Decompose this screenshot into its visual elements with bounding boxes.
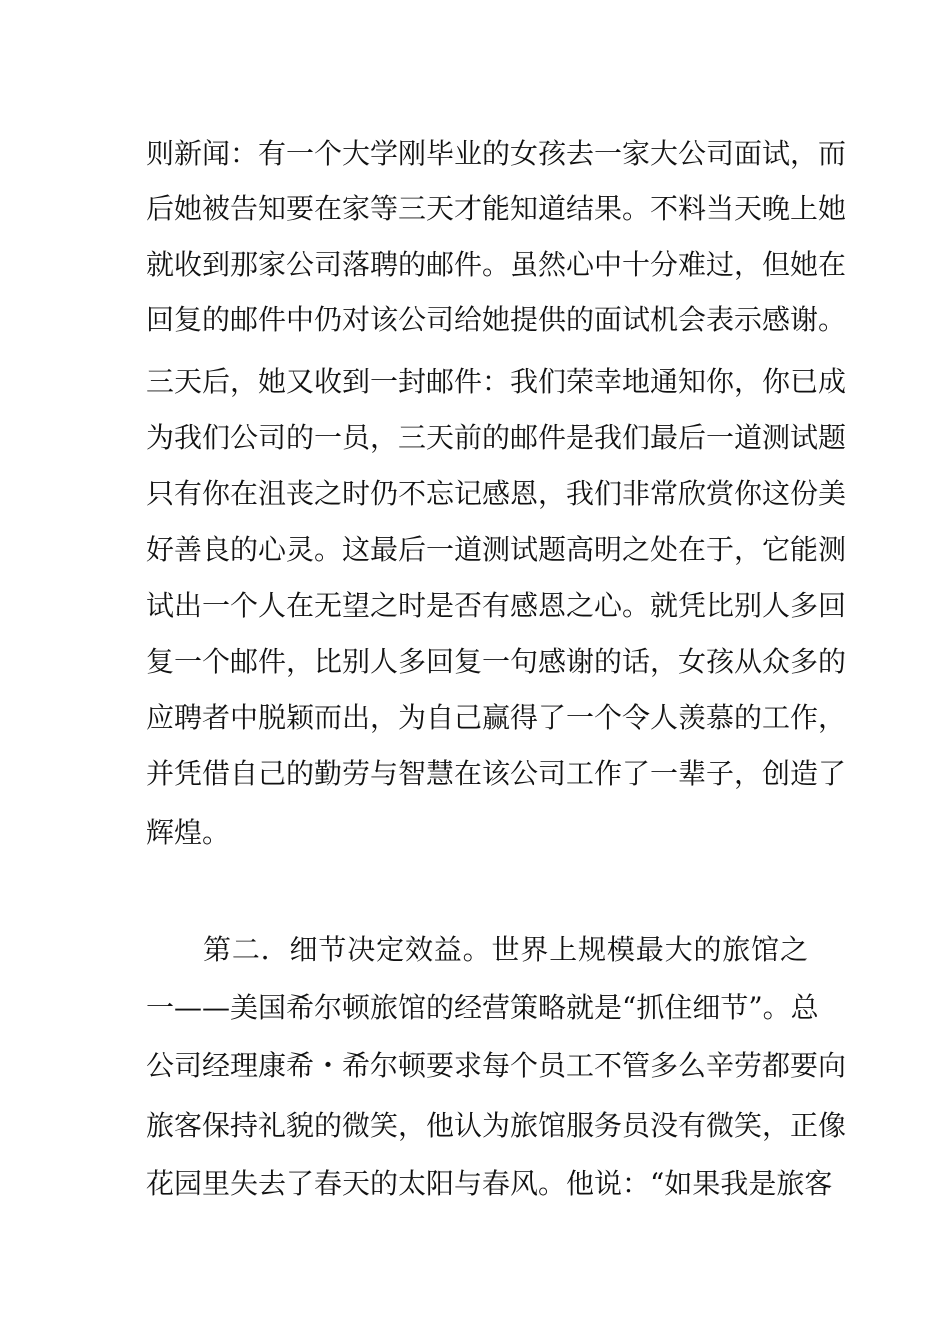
paragraph-1-line-2: 后她被告知要在家等三天才能知道结果。不料当天晚上她 — [146, 192, 847, 225]
paragraph-2-line-4: 旅客保持礼貌的微笑，他认为旅馆服务员没有微笑，正像 — [146, 1109, 847, 1142]
paragraph-1-line-6: 为我们公司的一员，三天前的邮件是我们最后一道测试题 — [146, 421, 847, 454]
paragraph-1-line-5: 三天后，她又收到一封邮件：我们荣幸地通知你，你已成 — [146, 365, 847, 398]
paragraph-2-line-5: 花园里失去了春天的太阳与春风。他说：“如果我是旅客 — [146, 1167, 833, 1200]
paragraph-1-line-4: 回复的邮件中仍对该公司给她提供的面试机会表示感谢。 — [146, 303, 847, 336]
paragraph-1-line-10: 复一个邮件，比别人多回复一句感谢的话，女孩从众多的 — [146, 645, 847, 678]
paragraph-1-line-12: 并凭借自己的勤劳与智慧在该公司工作了一辈子，创造了 — [146, 757, 847, 790]
paragraph-1-line-9: 试出一个人在无望之时是否有感恩之心。就凭比别人多回 — [146, 589, 847, 622]
paragraph-1-line-7: 只有你在沮丧之时仍不忘记感恩，我们非常欣赏你这份美 — [146, 477, 847, 510]
paragraph-1-line-13: 辉煌。 — [146, 816, 231, 849]
paragraph-1-line-1: 则新闻：有一个大学刚毕业的女孩去一家大公司面试，而 — [146, 137, 847, 170]
paragraph-1-line-8: 好善良的心灵。这最后一道测试题高明之处在于，它能测 — [146, 533, 847, 566]
paragraph-2-line-2: 一——美国希尔顿旅馆的经营策略就是“抓住细节”。总 — [146, 991, 819, 1024]
paragraph-1-line-11: 应聘者中脱颖而出，为自己赢得了一个令人羡慕的工作， — [146, 701, 847, 734]
paragraph-2-line-3: 公司经理康希・希尔顿要求每个员工不管多么辛劳都要向 — [146, 1049, 847, 1082]
paragraph-1-line-3: 就收到那家公司落聘的邮件。虽然心中十分难过，但她在 — [146, 248, 847, 281]
paragraph-2-line-1: 第二．细节决定效益。世界上规模最大的旅馆之 — [203, 933, 808, 966]
